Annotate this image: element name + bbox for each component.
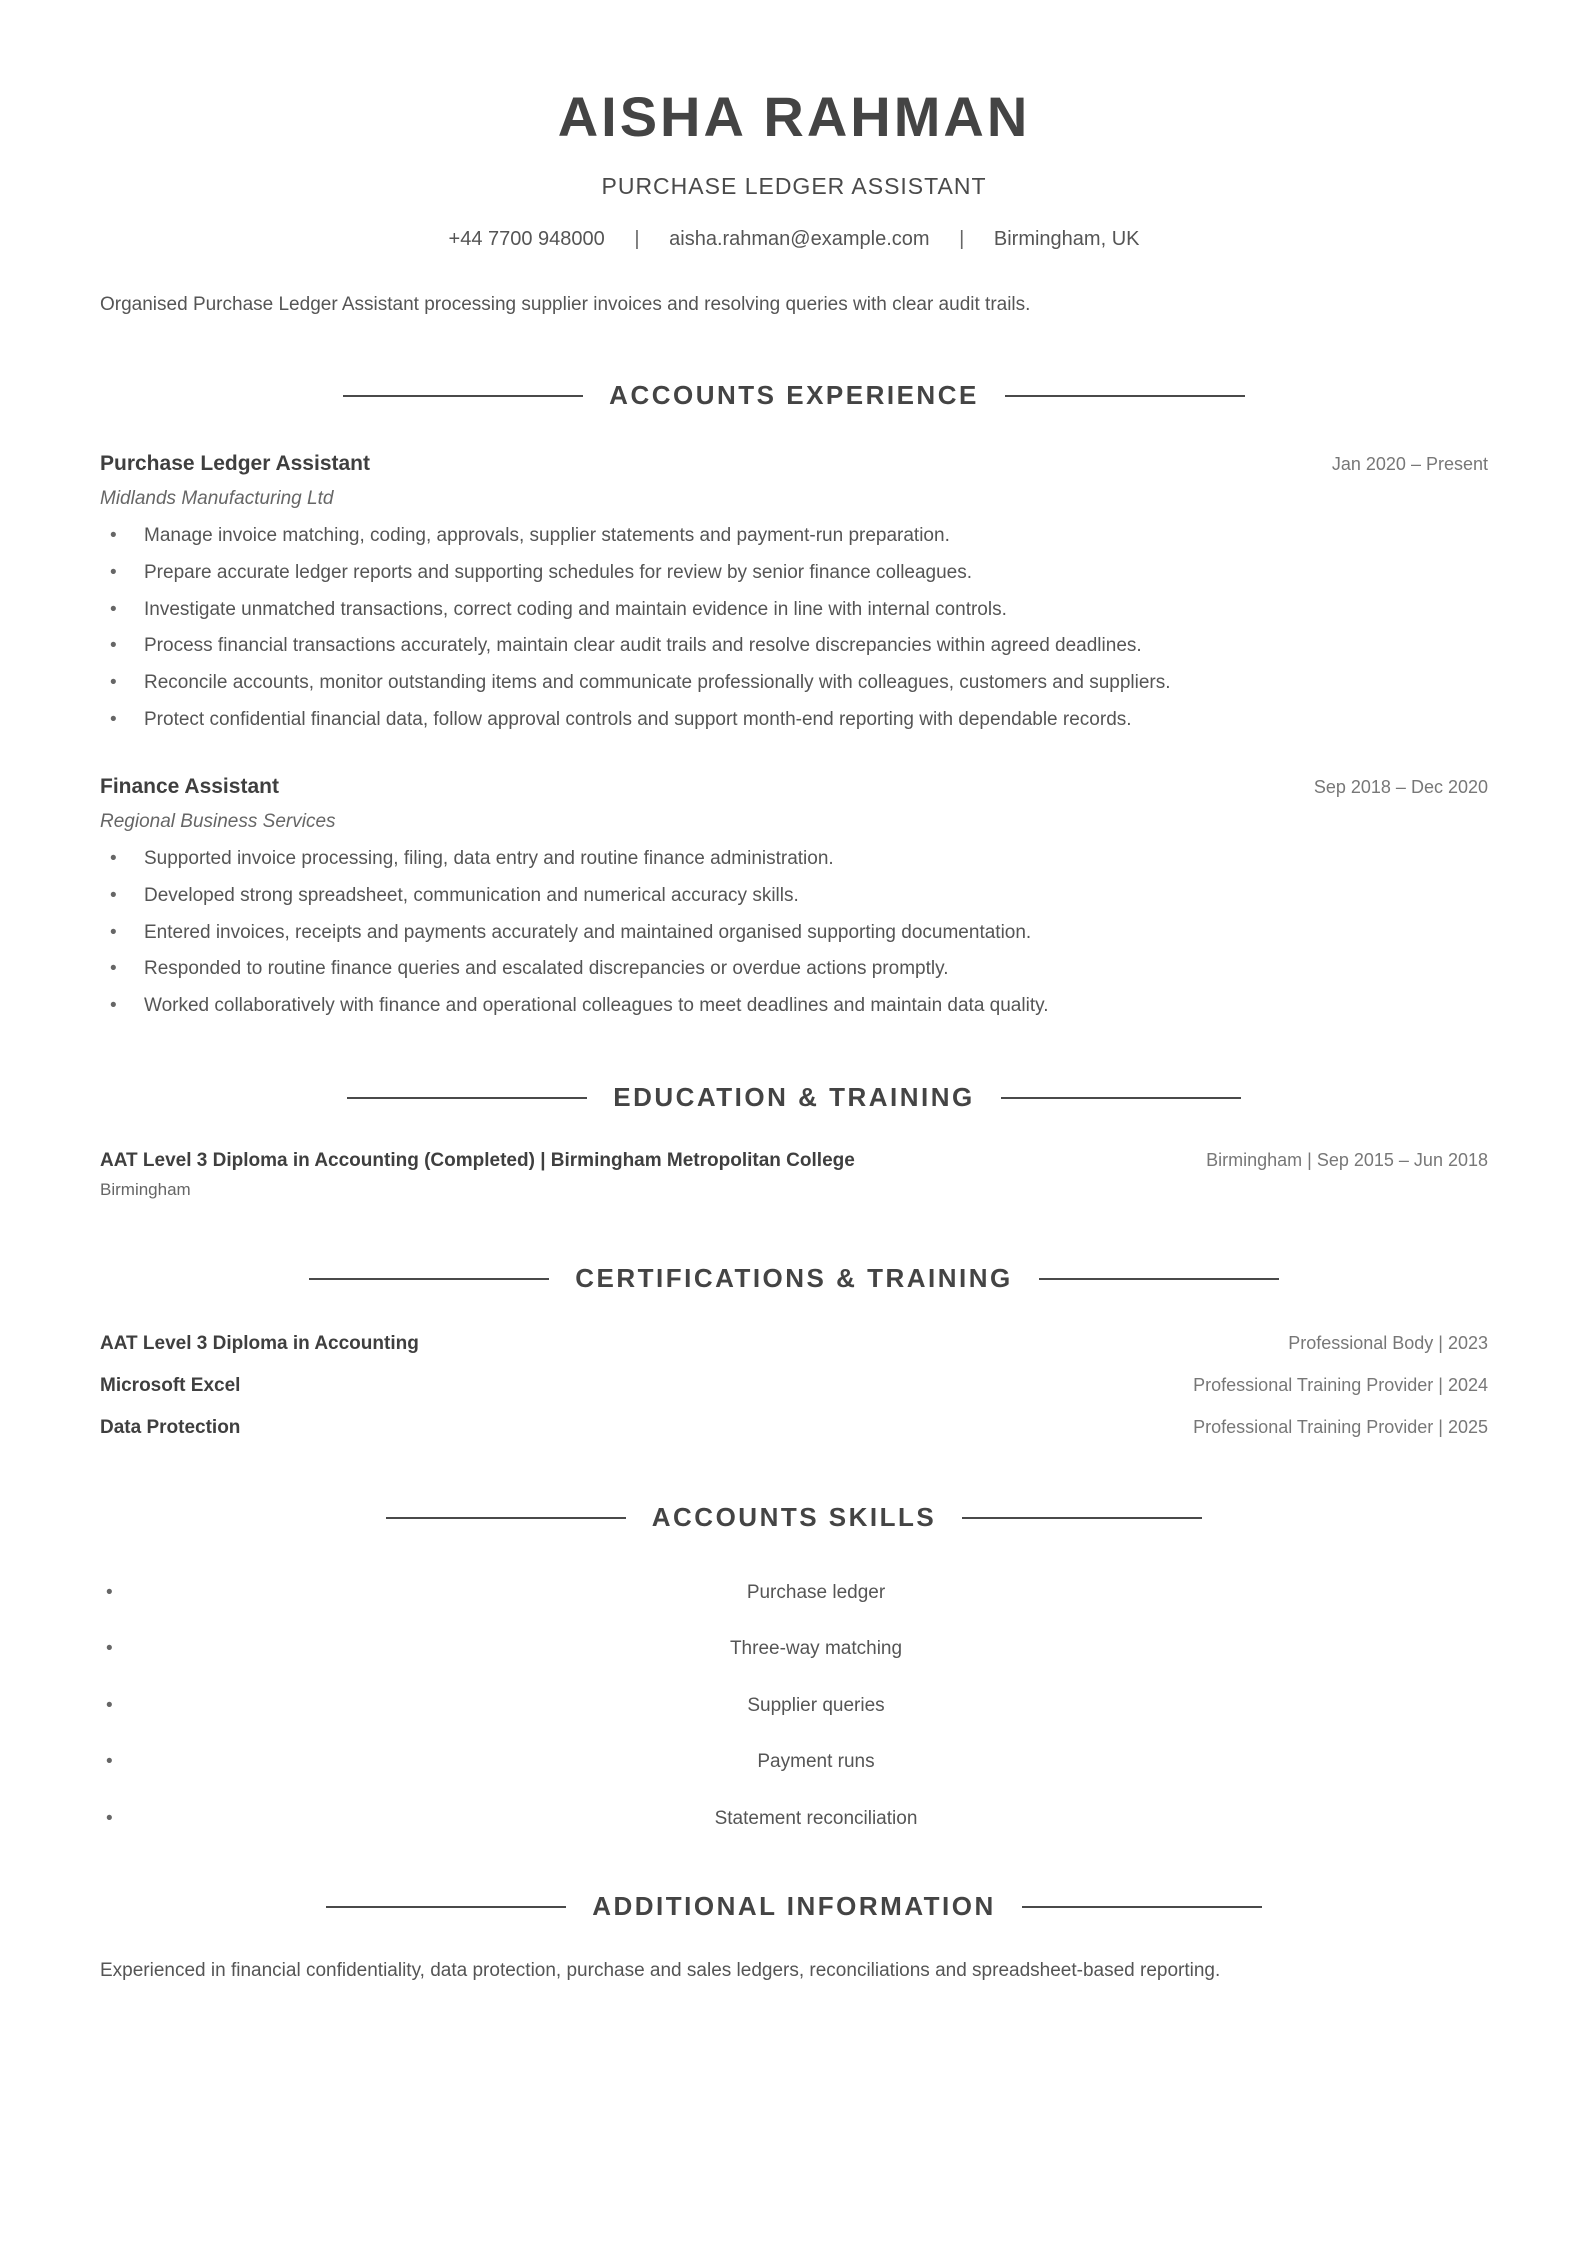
bullet-item: • Entered invoices, receipts and payments accurately and maintained organised supporting documentation.	[100, 921, 1488, 958]
job-entry	[100, 452, 1488, 745]
contact-email: aisha.rahman@example.com	[669, 228, 930, 250]
section-title: ADDITIONAL INFORMATION	[592, 1891, 996, 1921]
education-meta: Birmingham | Sep 2015 – Jun 2018	[1206, 1150, 1488, 1170]
job-company: Regional Business Services	[100, 811, 336, 832]
certification-meta: Professional Body | 2023	[1288, 1333, 1488, 1353]
certification-name: Data Protection	[100, 1417, 241, 1438]
profile-summary: Organised Purchase Ledger Assistant processing supplier invoices and resolving queries with clear audit trails.	[100, 294, 1031, 315]
skill-item: • Statement reconciliation	[100, 1808, 1488, 1864]
bullet-item: • Supported invoice processing, filing, data entry and routine finance administration.	[100, 847, 1488, 884]
bullet-item: • Developed strong spreadsheet, communication and numerical accuracy skills.	[100, 884, 1488, 921]
certification-item	[100, 1375, 1488, 1417]
candidate-name: AISHA RAHMAN	[557, 85, 1031, 148]
job-bullets	[100, 524, 1488, 745]
bullet-item: • Investigate unmatched transactions, correct coding and maintain evidence in line with internal controls.	[100, 598, 1488, 635]
heading-rule	[343, 395, 583, 397]
section-heading-experience	[0, 380, 1588, 411]
heading-rule	[1022, 1906, 1262, 1908]
section-heading-skills	[0, 1502, 1588, 1533]
contact-line	[0, 228, 1588, 251]
bullet-item: • Reconcile accounts, monitor outstanding items and communicate professionally with colleagues, customers and suppliers.	[100, 671, 1488, 708]
bullet-item: • Process financial transactions accurately, maintain clear audit trails and resolve discrepancies within agreed deadlines.	[100, 634, 1488, 671]
bullet-item: • Protect confidential financial data, follow approval controls and support month-end reporting with dependable records.	[100, 708, 1488, 745]
candidate-role: PURCHASE LEDGER ASSISTANT	[601, 173, 987, 199]
section-title: EDUCATION & TRAINING	[613, 1082, 975, 1112]
section-title: ACCOUNTS SKILLS	[651, 1502, 937, 1532]
job-bullets	[100, 847, 1488, 1031]
skill-item: • Three-way matching	[100, 1638, 1488, 1694]
skill-item: • Supplier queries	[100, 1695, 1488, 1751]
bullet-item: • Worked collaboratively with finance and operational colleagues to meet deadlines and maintain data quality.	[100, 994, 1488, 1031]
education-title: AAT Level 3 Diploma in Accounting (Completed) | Birmingham Metropolitan College	[100, 1150, 855, 1171]
certification-item	[100, 1417, 1488, 1459]
section-heading-education	[0, 1082, 1588, 1113]
contact-separator: |	[634, 228, 640, 250]
certification-name: AAT Level 3 Diploma in Accounting	[100, 1333, 419, 1354]
additional-information: Experienced in financial confidentiality, data protection, purchase and sales ledgers, reconciliations and spreadsheet-based reporting.	[100, 1960, 1221, 1981]
bullet-item: • Prepare accurate ledger reports and supporting schedules for review by senior finance colleagues.	[100, 561, 1488, 598]
education-location: Birmingham	[100, 1180, 191, 1199]
heading-rule	[386, 1517, 626, 1519]
education-entry	[100, 1150, 1488, 1200]
certification-name: Microsoft Excel	[100, 1375, 241, 1396]
section-heading-additional	[0, 1891, 1588, 1922]
job-company: Midlands Manufacturing Ltd	[100, 488, 334, 509]
section-title: CERTIFICATIONS & TRAINING	[575, 1263, 1013, 1293]
certification-meta: Professional Training Provider | 2024	[1193, 1375, 1488, 1395]
heading-rule	[326, 1906, 566, 1908]
heading-rule	[1001, 1097, 1241, 1099]
skill-item: • Purchase ledger	[100, 1582, 1488, 1638]
job-entry	[100, 775, 1488, 1031]
section-title: ACCOUNTS EXPERIENCE	[609, 380, 979, 410]
bullet-item: • Responded to routine finance queries and escalated discrepancies or overdue actions promptly.	[100, 957, 1488, 994]
heading-rule	[1005, 395, 1245, 397]
job-dates: Jan 2020 – Present	[1331, 454, 1488, 474]
heading-rule	[347, 1097, 587, 1099]
job-dates: Sep 2018 – Dec 2020	[1313, 777, 1488, 797]
contact-location: Birmingham, UK	[993, 228, 1140, 250]
contact-separator: |	[959, 228, 965, 250]
section-heading-certifications	[0, 1263, 1588, 1294]
heading-rule	[1039, 1278, 1279, 1280]
job-title: Purchase Ledger Assistant	[100, 452, 370, 475]
job-title: Finance Assistant	[100, 775, 279, 798]
bullet-item: • Manage invoice matching, coding, approvals, supplier statements and payment-run preparation.	[100, 524, 1488, 561]
certification-item	[100, 1333, 1488, 1375]
skills-list	[100, 1582, 1488, 1864]
contact-phone: +44 7700 948000	[448, 228, 605, 250]
certification-meta: Professional Training Provider | 2025	[1193, 1417, 1488, 1437]
heading-rule	[962, 1517, 1202, 1519]
skill-item: • Payment runs	[100, 1751, 1488, 1807]
heading-rule	[309, 1278, 549, 1280]
certification-list	[100, 1333, 1488, 1459]
